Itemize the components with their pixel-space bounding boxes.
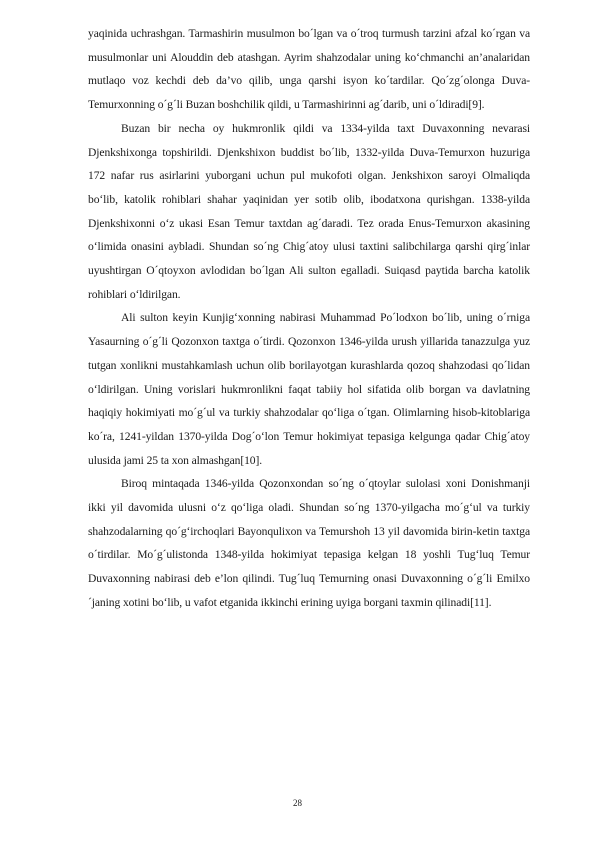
paragraph-1: yaqinida uchrashgan. Tarmashirin musulmon bo´lgan va o´troq turmush tarzini afzal ko´rgan va musulmonlar uni Alouddin deb atashgan. Ayrim shahzodalar uning ko‘chmanchi an’analaridan mutlaqo voz kechdi deb da’vo qilib, unga qarshi isyon ko´tardilar. Qo´zg´olonga Duva-Temurxonning o´g´li Buzan boshchilik qildi, u Tarmashirinni ag´darib, uni o´ldiradi[9].	[88, 27, 530, 112]
page-number: 28	[293, 798, 302, 808]
paragraph-3: Ali sulton keyin Kunjig‘xonning nabirasi Muhammad Po´lodxon bo´lib, uning o´rniga Yasaurning o´g´li Qozonxon taxtga o´tirdi. Qozonxon 1346-yilda urush yillarida tanazzulga yuz tutgan xonlikni mustahkamlash uchun olib borilayotgan kurashlarda qozoq shahzodasi qo´lidan o‘ldirilgan. Uning vorislari hukmronlikni faqat tabiiy hol sifatida olib borgan va davlatning haqiqiy hokimiyati mo´g´ul va turkiy shahzodalar qo‘liga o´tgan. Olimlarning hisob-kitoblariga ko´ra, 1241-yildan 1370-yilda Dog´o‘lon Temur hokimiyat tepasiga kelgunga qadar Chig´atoy ulusida jami 25 ta xon almashgan[10].	[88, 311, 530, 467]
paragraph-2: Buzan bir necha oy hukmronlik qildi va 1334-yilda taxt Duvaxonning nevarasi Djenkshixonga topshirildi. Djenkshixon buddist bo´lib, 1332-yilda Duva-Temurxon huzuriga 172 nafar rus asirlarini yuborgani uchun pul mukofoti olgan. Jenkshixon saroyi Olmaliqda bo‘lib, katolik rohiblari shahar yaqinidan yer sotib olib, ibodatxona qurishgan. 1338-yilda Djenkshixonni o‘z ukasi Esan Temur taxtdan ag´daradi. Tez orada Enus-Temurxon akasining o‘limida onasini aybladi. Shundan so´ng Chig´atoy ulusi taxtini salibchilarga qarshi qirg´inlar uyushtirgan O´qtoyxon avlodidan bo´lgan Ali sulton egalladi. Suiqasd paytida barcha katolik rohiblari o‘ldirilgan.	[88, 121, 530, 301]
paragraph-4: Biroq mintaqada 1346-yilda Qozonxondan so´ng o´qtoylar sulolasi xoni Donishmanji ikki yil davomida ulusni o‘z qo‘liga oladi. Shundan so´ng 1370-yilgacha mo´g‘ul va turkiy shahzodalarning qo´g‘irchoqlari Bayonqulixon va Temurshoh 13 yil davomida birin-ketin taxtga o´tirdilar. Mo´g´ulistonda 1348-yilda hokimiyat tepasiga kelgan 18 yoshli Tug‘luq Temur Duvaxonning nabirasi deb e’lon qilindi. Tug´luq Temurning onasi Duvaxonning o´g´li Emilxo´janing xotini bo‘lib, u vafot etganida ikkinchi erining uyiga borgani taxmin qilinadi[11].	[88, 477, 530, 609]
document-page	[88, 22, 530, 615]
